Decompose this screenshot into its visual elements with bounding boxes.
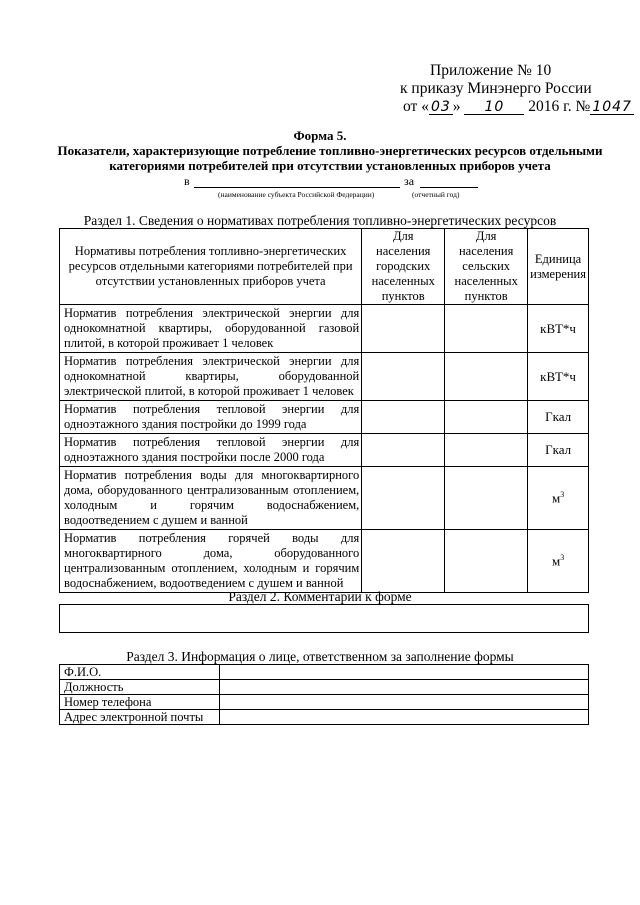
section3-title: Раздел 3. Информация о лице, ответственном за заполнение формы (126, 649, 514, 664)
subject-field[interactable] (194, 187, 400, 188)
norm-row (60, 353, 589, 401)
urban-value-cell[interactable] (362, 530, 445, 593)
unit-cell: кВТ*ч (528, 353, 589, 401)
urban-value-cell[interactable] (362, 401, 445, 434)
subject-period-line: в за (180, 175, 500, 189)
header-norms: Нормативы потребления топливно-энергетических ресурсов отдельными категориями потребителей при отсутствии установленных приборов учета (60, 229, 362, 305)
subject-caption: (наименование субъекта Российской Федерации) (218, 190, 375, 199)
responsible-value-field[interactable] (219, 665, 588, 680)
rural-value-cell[interactable] (445, 467, 528, 530)
norm-row (60, 530, 589, 593)
responsible-row (60, 710, 589, 725)
responsible-label: Номер телефона (60, 695, 220, 710)
appendix-order: к приказу Минэнерго России (400, 80, 592, 97)
form-number: Форма 5. (293, 128, 347, 143)
responsible-label: Ф.И.О. (60, 665, 220, 680)
form-title: Показатели, характеризующие потребление топливно-энергетических ресурсов отдельными категориями потребителей при отсутствии установленных приборов учета (57, 143, 603, 173)
norm-description: Норматив потребления тепловой энергии для одноэтажного здания постройки после 2000 года (60, 434, 362, 467)
responsible-table (59, 664, 589, 725)
unit-cell: Гкал (528, 401, 589, 434)
rural-value-cell[interactable] (445, 434, 528, 467)
appendix-day: 03 (430, 99, 451, 115)
header-rural: Для населения сельских населенных пунктов (445, 229, 528, 305)
norm-description: Норматив потребления горячей воды для многоквартирного дома, оборудованного централизованным отоплением, холодным и горячим водоснабжением, водоотведением с душем и ванной (60, 530, 362, 593)
urban-value-cell[interactable] (362, 353, 445, 401)
norm-row (60, 434, 589, 467)
norms-header-row (60, 229, 589, 305)
norm-row (60, 305, 589, 353)
responsible-value-field[interactable] (219, 695, 588, 710)
rural-value-cell[interactable] (445, 401, 528, 434)
comments-field[interactable] (60, 605, 589, 633)
unit-cell: $м^3$ (528, 467, 589, 530)
appendix-block (400, 62, 632, 116)
responsible-label: Должность (60, 680, 220, 695)
unit-cell: $м^3$ (528, 530, 589, 593)
appendix-month: 10 (464, 100, 524, 115)
norm-row (60, 467, 589, 530)
responsible-row (60, 680, 589, 695)
unit-cell: Гкал (528, 434, 589, 467)
responsible-value-field[interactable] (219, 680, 588, 695)
urban-value-cell[interactable] (362, 434, 445, 467)
responsible-value-field[interactable] (219, 710, 588, 725)
appendix-date-line: от « 03 » 10 2016 г. № 1047 (403, 98, 632, 115)
period-caption: (отчетный год) (412, 190, 460, 199)
unit-cell: кВТ*ч (528, 305, 589, 353)
norm-row (60, 401, 589, 434)
norm-description: Норматив потребления электрической энергии для однокомнатной квартиры, оборудованной электрической плитой, в которой проживает 1 человек (60, 353, 362, 401)
section1-title: Раздел 1. Сведения о нормативах потребления топливно-энергетических ресурсов (83, 213, 557, 228)
appendix-title: Приложение № 10 (430, 62, 552, 79)
rural-value-cell[interactable] (445, 353, 528, 401)
rural-value-cell[interactable] (445, 530, 528, 593)
period-field[interactable] (420, 187, 478, 188)
urban-value-cell[interactable] (362, 467, 445, 530)
section2-title: Раздел 2. Комментарии к форме (228, 589, 412, 604)
responsible-row (60, 665, 589, 680)
urban-value-cell[interactable] (362, 305, 445, 353)
responsible-label: Адрес электронной почты (60, 710, 220, 725)
appendix-number: 1047 (592, 99, 632, 115)
rural-value-cell[interactable] (445, 305, 528, 353)
comments-table (59, 604, 589, 633)
norm-description: Норматив потребления электрической энергии для однокомнатной квартиры, оборудованной газовой плитой, в которой проживает 1 человек (60, 305, 362, 353)
header-unit: Единица измерения (528, 229, 589, 305)
norms-table (59, 228, 589, 593)
header-urban: Для населения городских населенных пунктов (362, 229, 445, 305)
norm-description: Норматив потребления воды для многоквартирного дома, оборудованного централизованным отоплением, холодным и горячим водоснабжением, водоотведением с душем и ванной (60, 467, 362, 530)
responsible-row (60, 695, 589, 710)
norm-description: Норматив потребления тепловой энергии для одноэтажного здания постройки до 1999 года (60, 401, 362, 434)
